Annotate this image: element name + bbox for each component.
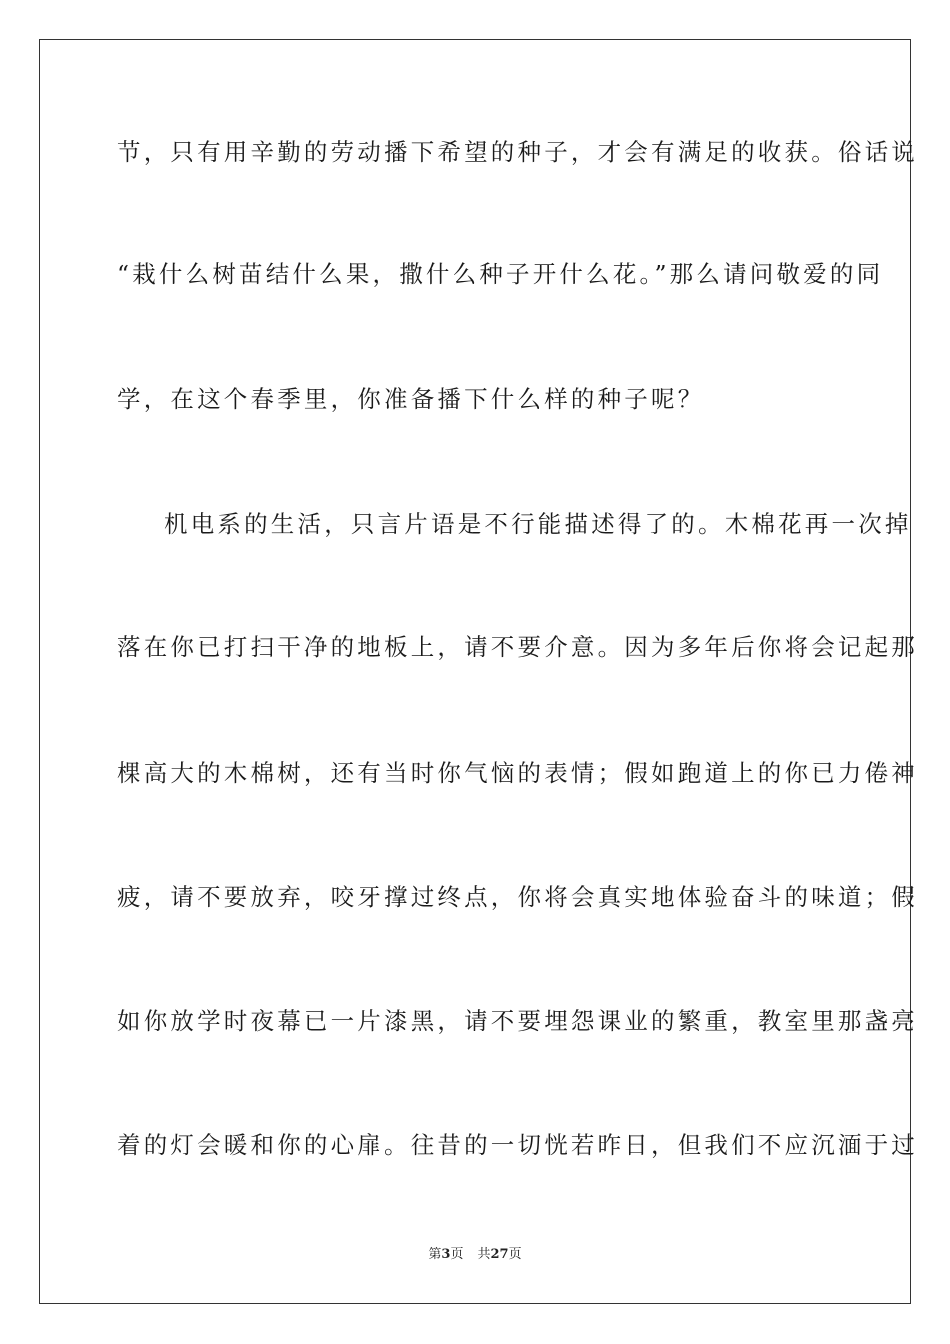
text-line-4-paragraph-start: 机电系的生活，只言片语是不行能描述得了的。木棉花再一次掉: [164, 510, 912, 538]
total-suffix: 页: [508, 1247, 522, 1262]
page-number: 3: [441, 1247, 451, 1262]
text-line-8: 如你放学时夜幕已一片漆黑，请不要埋怨课业的繁重，教室里那盏亮: [117, 1007, 918, 1035]
page-footer: [0, 1246, 950, 1264]
text-line-1: 节，只有用辛勤的劳动播下希望的种子，才会有满足的收获。俗话说: [117, 138, 918, 166]
text-line-9: 着的灯会暖和你的心扉。往昔的一切恍若昨日，但我们不应沉湎于过: [117, 1131, 918, 1159]
page-border: [39, 39, 918, 1304]
text-line-2: “栽什么树苗结什么果，撒什么种子开什么花。”那么请问敬爱的同: [117, 260, 884, 288]
total-prefix: 共: [477, 1247, 491, 1262]
total-pages: 27: [490, 1247, 509, 1262]
text-line-6: 棵高大的木棉树，还有当时你气恼的表情；假如跑道上的你已力倦神: [117, 759, 918, 787]
text-line-3: 学，在这个春季里，你准备播下什么样的种子呢？: [117, 385, 705, 413]
text-line-7: 疲，请不要放弃，咬牙撑过终点，你将会真实地体验奋斗的味道；假: [117, 883, 918, 911]
page-prefix: 第: [428, 1247, 442, 1262]
page-suffix: 页: [450, 1247, 464, 1262]
text-line-5: 落在你已打扫干净的地板上，请不要介意。因为多年后你将会记起那: [117, 633, 918, 661]
